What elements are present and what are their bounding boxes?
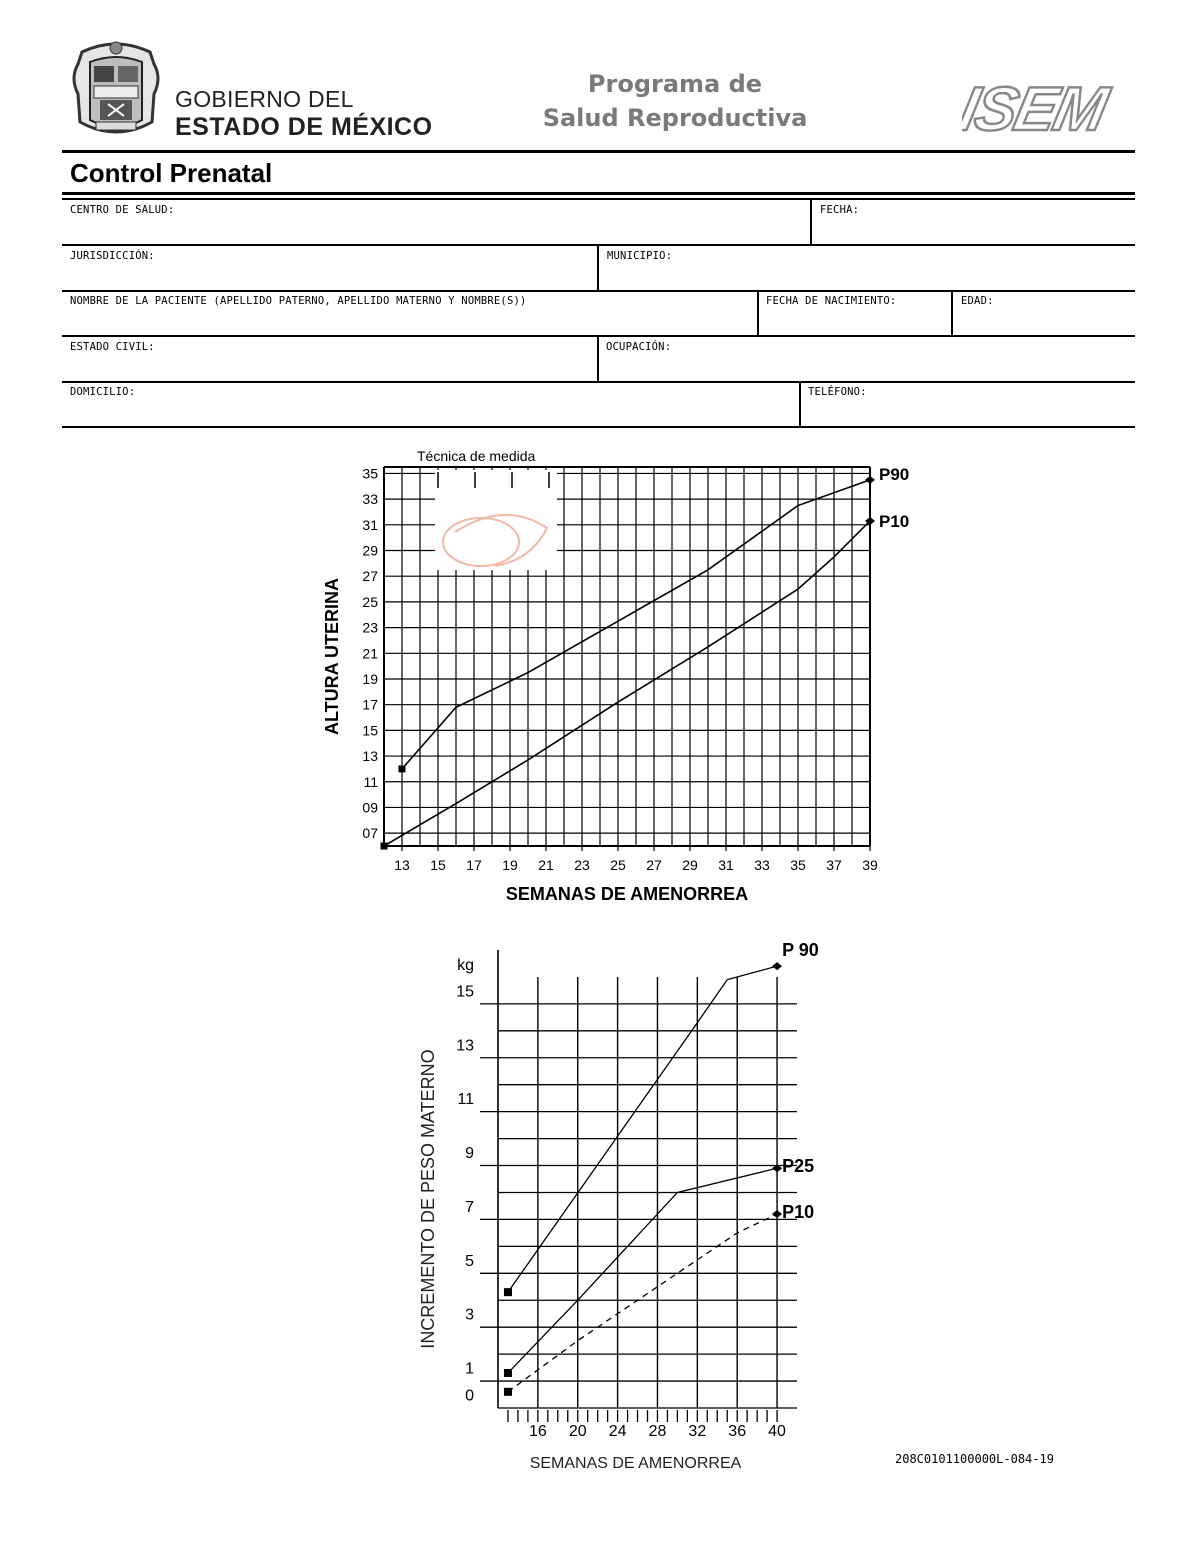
x-tick-label: 21 bbox=[538, 857, 554, 873]
title-rule-2 bbox=[62, 198, 1135, 200]
label-municipio: MUNICIPIO: bbox=[607, 250, 673, 262]
y-tick-label: 3 bbox=[465, 1306, 474, 1324]
x-tick-label: 23 bbox=[574, 857, 590, 873]
domicilio-field[interactable] bbox=[70, 404, 790, 424]
ocupacion-field[interactable] bbox=[606, 359, 1126, 379]
series-label: P10 bbox=[879, 511, 910, 531]
title-rule-1 bbox=[62, 192, 1135, 195]
fecha-field[interactable] bbox=[820, 222, 1120, 242]
jurisdiccion-field[interactable] bbox=[70, 268, 590, 288]
y-tick-label: 25 bbox=[362, 593, 378, 610]
y-tick-label: 21 bbox=[362, 645, 378, 662]
series-end-marker bbox=[772, 1210, 782, 1218]
y-tick-label: 11 bbox=[363, 773, 378, 790]
edad-field[interactable] bbox=[961, 313, 1131, 333]
telefono-field[interactable] bbox=[808, 404, 1128, 424]
series-label: P25 bbox=[782, 1156, 815, 1177]
x-tick-label: 15 bbox=[430, 857, 446, 873]
y-tick-label: 35 bbox=[362, 465, 378, 482]
series-label: P 90 bbox=[782, 940, 819, 961]
y-tick-label: 7 bbox=[465, 1198, 474, 1216]
nombre-field[interactable] bbox=[70, 313, 750, 333]
government-name-line1: GOBIERNO DEL bbox=[175, 86, 354, 112]
y-tick-label: 17 bbox=[362, 696, 378, 713]
series-start-marker bbox=[504, 1288, 512, 1296]
x-tick-label: 13 bbox=[394, 857, 410, 873]
row-rule bbox=[62, 426, 1135, 428]
y-tick-label: 9 bbox=[465, 1145, 474, 1163]
y-tick-label: 33 bbox=[362, 491, 378, 508]
fecha-nacimiento-field[interactable] bbox=[766, 313, 946, 333]
label-fecha-nacimiento: FECHA DE NACIMIENTO: bbox=[766, 295, 897, 307]
divider bbox=[951, 291, 953, 336]
maternal-weight-chart bbox=[400, 940, 860, 1480]
row-rule bbox=[62, 381, 1135, 383]
series-start-marker bbox=[399, 765, 406, 772]
x-axis-label: SEMANAS DE AMENORREA bbox=[529, 1455, 742, 1472]
y-unit-label: kg bbox=[457, 957, 474, 974]
y-tick-label: 13 bbox=[456, 1037, 474, 1055]
form-title: Control Prenatal bbox=[70, 158, 273, 188]
divider bbox=[799, 382, 801, 427]
uterine-height-chart bbox=[300, 440, 940, 910]
x-tick-label: 25 bbox=[610, 857, 626, 873]
divider bbox=[597, 245, 599, 290]
x-tick-label: 27 bbox=[646, 857, 662, 873]
y-tick-label: 15 bbox=[362, 722, 378, 739]
y-tick-label: 19 bbox=[362, 670, 378, 687]
label-ocupacion: OCUPACIÓN: bbox=[606, 341, 672, 353]
isem-logo bbox=[962, 76, 1138, 138]
x-tick-label: 16 bbox=[528, 1423, 547, 1440]
inset-title: Técnica de medida bbox=[417, 448, 536, 464]
series-start-marker bbox=[504, 1369, 512, 1377]
x-tick-label: 37 bbox=[826, 857, 842, 873]
divider bbox=[810, 200, 812, 245]
form-code: 208C0101100000L-084-19 bbox=[895, 1452, 1054, 1466]
y-tick-label: 0 bbox=[465, 1387, 474, 1405]
x-axis-label: SEMANAS DE AMENORREA bbox=[505, 884, 749, 904]
y-tick-label: 07 bbox=[362, 825, 378, 842]
centro-salud-field[interactable] bbox=[70, 222, 800, 242]
x-tick-label: 39 bbox=[862, 857, 878, 873]
x-tick-label: 40 bbox=[768, 1423, 786, 1440]
y-tick-label: 27 bbox=[362, 568, 378, 585]
label-fecha: FECHA: bbox=[820, 204, 860, 216]
x-tick-label: 28 bbox=[648, 1423, 667, 1440]
x-tick-label: 17 bbox=[466, 857, 482, 873]
x-tick-label: 32 bbox=[688, 1423, 707, 1440]
y-tick-label: 23 bbox=[362, 619, 378, 636]
government-name-line2: ESTADO DE MÉXICO bbox=[175, 113, 433, 141]
x-tick-label: 29 bbox=[682, 857, 698, 873]
series-start-marker bbox=[504, 1388, 512, 1396]
series-end-marker bbox=[865, 476, 875, 484]
y-tick-label: 1 bbox=[465, 1360, 474, 1378]
y-axis-label: ALTURA UTERINA bbox=[322, 578, 342, 735]
y-tick-label: 29 bbox=[362, 542, 378, 559]
series-end-marker bbox=[772, 962, 782, 970]
estado-civil-field[interactable] bbox=[70, 359, 590, 379]
y-tick-label: 09 bbox=[362, 799, 378, 816]
divider bbox=[757, 291, 759, 336]
y-axis-label: INCREMENTO DE PESO MATERNO bbox=[418, 1049, 438, 1349]
label-estado-civil: ESTADO CIVIL: bbox=[70, 341, 155, 353]
x-tick-label: 24 bbox=[608, 1423, 627, 1440]
label-nombre: NOMBRE DE LA PACIENTE (APELLIDO PATERNO, APELLIDO MATERNO Y NOMBRE(S)) bbox=[70, 295, 527, 307]
row-rule bbox=[62, 290, 1135, 292]
municipio-field[interactable] bbox=[607, 268, 1127, 288]
x-tick-label: 33 bbox=[754, 857, 770, 873]
series-label: P10 bbox=[782, 1202, 815, 1223]
label-jurisdiccion: JURISDICCIÓN: bbox=[70, 250, 155, 262]
x-tick-label: 35 bbox=[790, 857, 806, 873]
header-rule bbox=[62, 150, 1135, 153]
y-tick-label: 31 bbox=[362, 516, 378, 533]
label-centro-salud: CENTRO DE SALUD: bbox=[70, 204, 175, 216]
divider bbox=[597, 336, 599, 381]
x-tick-label: 36 bbox=[728, 1423, 747, 1440]
y-tick-label: 13 bbox=[362, 748, 378, 765]
x-tick-label: 31 bbox=[718, 857, 734, 873]
series-label: P90 bbox=[879, 464, 910, 484]
y-tick-label: 11 bbox=[457, 1091, 474, 1109]
y-tick-label: 15 bbox=[456, 983, 474, 1001]
series-start-marker bbox=[381, 843, 388, 850]
y-tick-label: 5 bbox=[465, 1252, 474, 1270]
x-tick-label: 20 bbox=[568, 1423, 587, 1440]
label-domicilio: DOMICILIO: bbox=[70, 386, 136, 398]
label-edad: EDAD: bbox=[961, 295, 994, 307]
svg-text:ISEM: ISEM bbox=[962, 76, 1112, 138]
x-tick-label: 19 bbox=[502, 857, 518, 873]
program-title-line1: Programa de bbox=[587, 70, 763, 98]
label-telefono: TELÉFONO: bbox=[808, 386, 867, 398]
program-title-line2: Salud Reproductiva bbox=[542, 104, 808, 132]
coat-of-arms-icon bbox=[68, 38, 164, 140]
